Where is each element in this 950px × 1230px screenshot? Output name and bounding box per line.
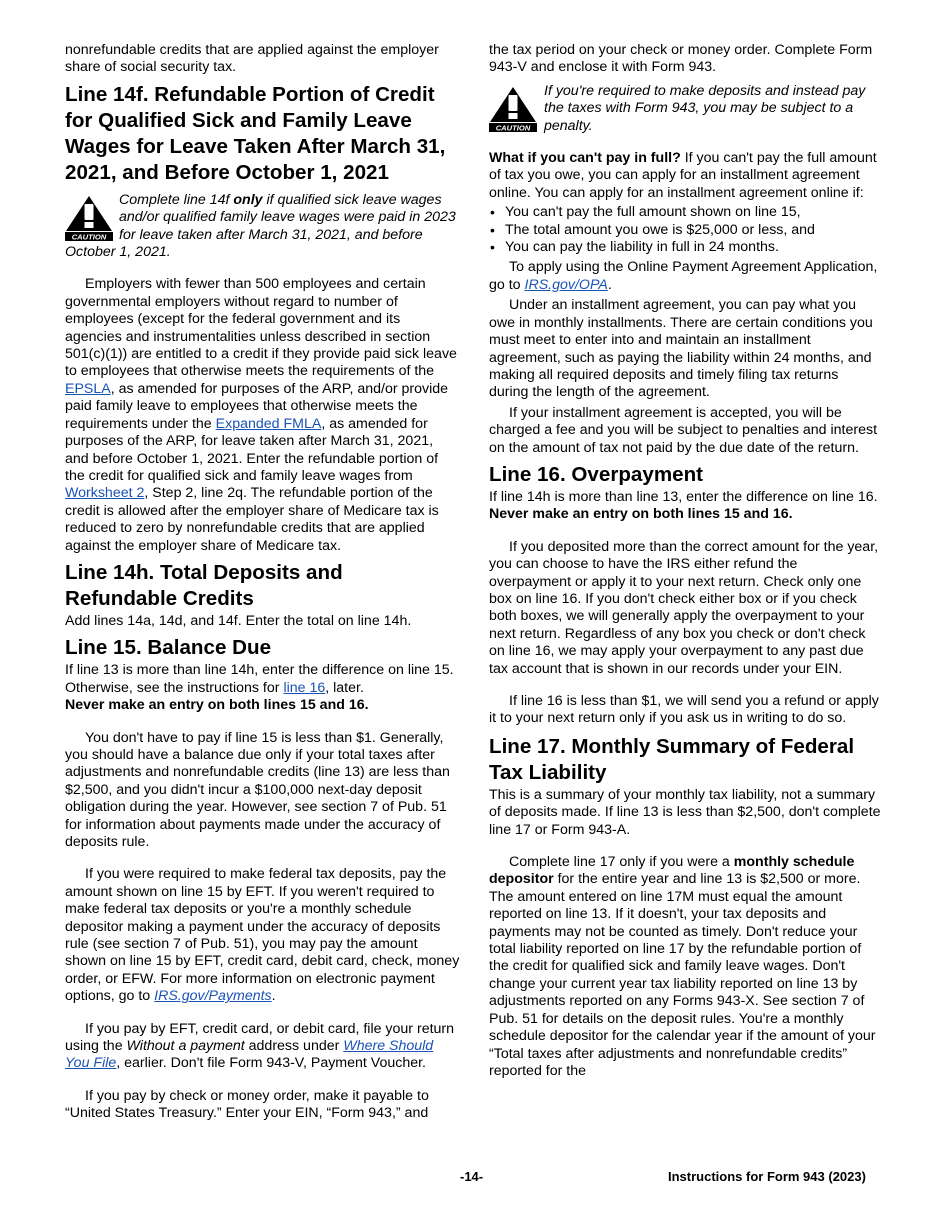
heading-line-17: Line 17. Monthly Summary of Federal Tax Liability xyxy=(489,734,855,784)
list-item: • You can't pay the full amount shown on line 15, xyxy=(489,204,881,221)
caution-text: If you're required to make deposits and instead pay the taxes with Form 943, you may be subject to a penalty. xyxy=(544,82,866,134)
caution-note-deposits xyxy=(489,83,881,135)
paragraph-15a: If line 13 is more than line 14h, enter the difference on line 15. Otherwise, see the instructions for line 16, later. Never make an entry on both lines 15 and 16. xyxy=(65,662,454,714)
list-item: • You can pay the liability in full in 24 months. xyxy=(489,239,881,256)
paragraph-opa: To apply using the Online Payment Agreement Application, go to IRS.gov/OPA. xyxy=(489,259,878,293)
run-in-heading: What if you can't pay in full? xyxy=(489,150,681,167)
form-title: Instructions for Form 943 (2023) xyxy=(668,1169,866,1184)
heading-line-14f: Line 14f. Refundable Portion of Credit for Qualified Sick and Family Leave Wages for Leave Taken After March 31, 2021, and Before October 1, 2021 xyxy=(65,82,446,184)
paragraph-14h: Add lines 14a, 14d, and 14f. Enter the total on line 14h. xyxy=(65,612,412,629)
paragraph-15d: If you pay by EFT, credit card, or debit card, file your return using the Without a payment address under Where Should You File, earlier. Don't file Form 943-V, Payment Voucher. xyxy=(65,1020,455,1072)
bold-term: monthly schedule depositor xyxy=(489,854,855,888)
heading-line-16: Line 16. Overpayment xyxy=(489,462,704,486)
paragraph-16b: If you deposited more than the correct amount for the year, you can choose to have the IRS either refund the overpayment or apply it to your next return. Check only one box on line 16. If you don't check either box or if you check both boxes, we will generally apply the overpayment to your next return. Regardless of any box you check or don't check on line 16, we may apply your overpayment to any past due tax account that is shown in our records under your EIN. xyxy=(489,538,879,677)
warning-bold: Never make an entry on both lines 15 and 16. xyxy=(489,506,793,523)
irs-opa-link[interactable]: IRS.gov/OPA xyxy=(524,276,608,293)
paragraph-15e: If you pay by check or money order, make it payable to “United States Treasury.” Enter your EIN, “Form 943,” and xyxy=(65,1087,429,1122)
warning-bold: Never make an entry on both lines 15 and 16. xyxy=(65,697,369,714)
paragraph-15b: You don't have to pay if line 15 is less than $1. Generally, you should have a balance due only if your total taxes after adjustments and nonrefundable credits (line 13) are less than $2,500, and you didn't incur a $100,000 next-day deposit obligation during the year. However, see section 7 of Pub. 51 for information about payments made under the accuracy of deposits rule. xyxy=(65,729,450,850)
paragraph-installment: Under an installment agreement, you can pay what you owe in monthly installments. There are certain conditions you must meet to enter into and maintain an installment agreement, such as paying the liability within 24 months, and making all required deposits and timely filing tax returns during the length of the agreement. xyxy=(489,297,873,401)
worksheet-2-link[interactable]: Worksheet 2 xyxy=(65,485,145,502)
caution-text: if qualified sick leave wages and/or qualified family leave wages were paid in 2023 for leave taken after March 31, 2021, and before October 1, 2021. xyxy=(65,191,456,261)
conditions-list xyxy=(489,204,881,256)
heading-line-14h: Line 14h. Total Deposits and Refundable Credits xyxy=(65,560,343,610)
paragraph-what-if: What if you can't pay in full? If you can't pay the full amount of tax you owe, you can apply for an installment agreement online. You can apply for an installment agreement online if: xyxy=(489,150,877,201)
list-item: • The total amount you owe is $25,000 or less, and xyxy=(489,222,881,239)
heading-line-15: Line 15. Balance Due xyxy=(65,636,272,660)
caution-icon xyxy=(65,195,113,241)
epsla-link[interactable]: EPSLA xyxy=(65,380,111,397)
right-column xyxy=(489,42,881,1080)
where-should-you-file-link[interactable]: Where Should You File xyxy=(65,1038,434,1072)
paragraph-15c: If you were required to make federal tax deposits, pay the amount shown on line 15 by EFT. If you weren't required to make federal tax deposits or you're a monthly schedule depositor making a payment under the accuracy of deposits rule (see section 7 of Pub. 51), you may pay the amount shown on line 15 by EFT, credit card, debit card, check, money order, or EFW. For more information on electronic payment options, go to IRS.gov/Payments. xyxy=(65,866,460,1005)
irs-payments-link[interactable]: IRS.gov/Payments xyxy=(154,988,272,1005)
paragraph-17a: This is a summary of your monthly tax liability, not a summary of deposits made. If line 13 is less than $2,500, don't complete line 17 or Form 943-A. xyxy=(489,786,881,838)
caution-text: Complete line 14f xyxy=(119,191,234,208)
continued-paragraph: the tax period on your check or money order. Complete Form 943-V and enclose it with Form 943. xyxy=(489,42,873,76)
expanded-fmla-link[interactable]: Expanded FMLA xyxy=(215,415,322,432)
caution-icon xyxy=(489,86,537,132)
line-16-link[interactable]: line 16 xyxy=(283,679,326,696)
continued-paragraph: nonrefundable credits that are applied against the employer share of social security tax. xyxy=(65,42,439,76)
paragraph-17b: Complete line 17 only if you were a monthly schedule depositor for the entire year and line 13 is $2,500 or more. The amount entered on line 17M must equal the amount reported on line 13. If it doesn't, your tax deposits and payments may not be counted as timely. Don't reduce your total liability reported on line 17 by the refundable portion of the credit for qualified sick and family leave wages. Don't change your current year tax liability reported on line 13 by adjustments reported on any Forms 943-X. See section 7 of Pub. 51 for details on the deposit rules. You're a monthly schedule depositor for the calendar year if the amount of your “Total taxes after adjustments and nonrefundable credits” reported for the xyxy=(489,854,876,1079)
caution-note-14f xyxy=(65,192,460,262)
caution-label: CAUTION xyxy=(71,232,107,241)
paragraph-16a: If line 14h is more than line 13, enter the difference on line 16. Never make an entry on both lines 15 and 16. xyxy=(489,488,878,523)
left-column xyxy=(65,42,460,1123)
paragraph-16c: If line 16 is less than $1, we will send you a refund or apply it to your next return only if you ask us in writing to do so. xyxy=(489,693,879,727)
paragraph-14f: Employers with fewer than 500 employees and certain governmental employers without regard to number of employees (except for the federal government and its agencies and instrumentalities unless described in section 501(c)(1)) are entitled to a credit if they provide paid sick leave to employees that otherwise meets the requirements of the EPSLA, as amended for purposes of the ARP, and/or provide paid family leave to employees that otherwise meets the requirements under the Expanded FMLA, as amended for purposes of the ARP, for leave taken after March 31, 2021, and before October 1, 2021. Enter the refundable portion of the credit for qualified sick and family leave wages from Worksheet 2, Step 2, line 2q. The refundable portion of the credit is allowed after the employer share of Medicare tax is reduced to zero by nonrefundable credits that are applied against the employer share of Medicare tax. xyxy=(65,276,457,554)
caution-emphasis: only xyxy=(233,191,263,208)
page-number: -14- xyxy=(460,1169,484,1184)
caution-label: CAUTION xyxy=(495,123,531,132)
paragraph-accepted: If your installment agreement is accepted, you will be charged a fee and you will be subject to penalties and interest on the amount of tax not paid by the due date of the return. xyxy=(489,404,878,456)
